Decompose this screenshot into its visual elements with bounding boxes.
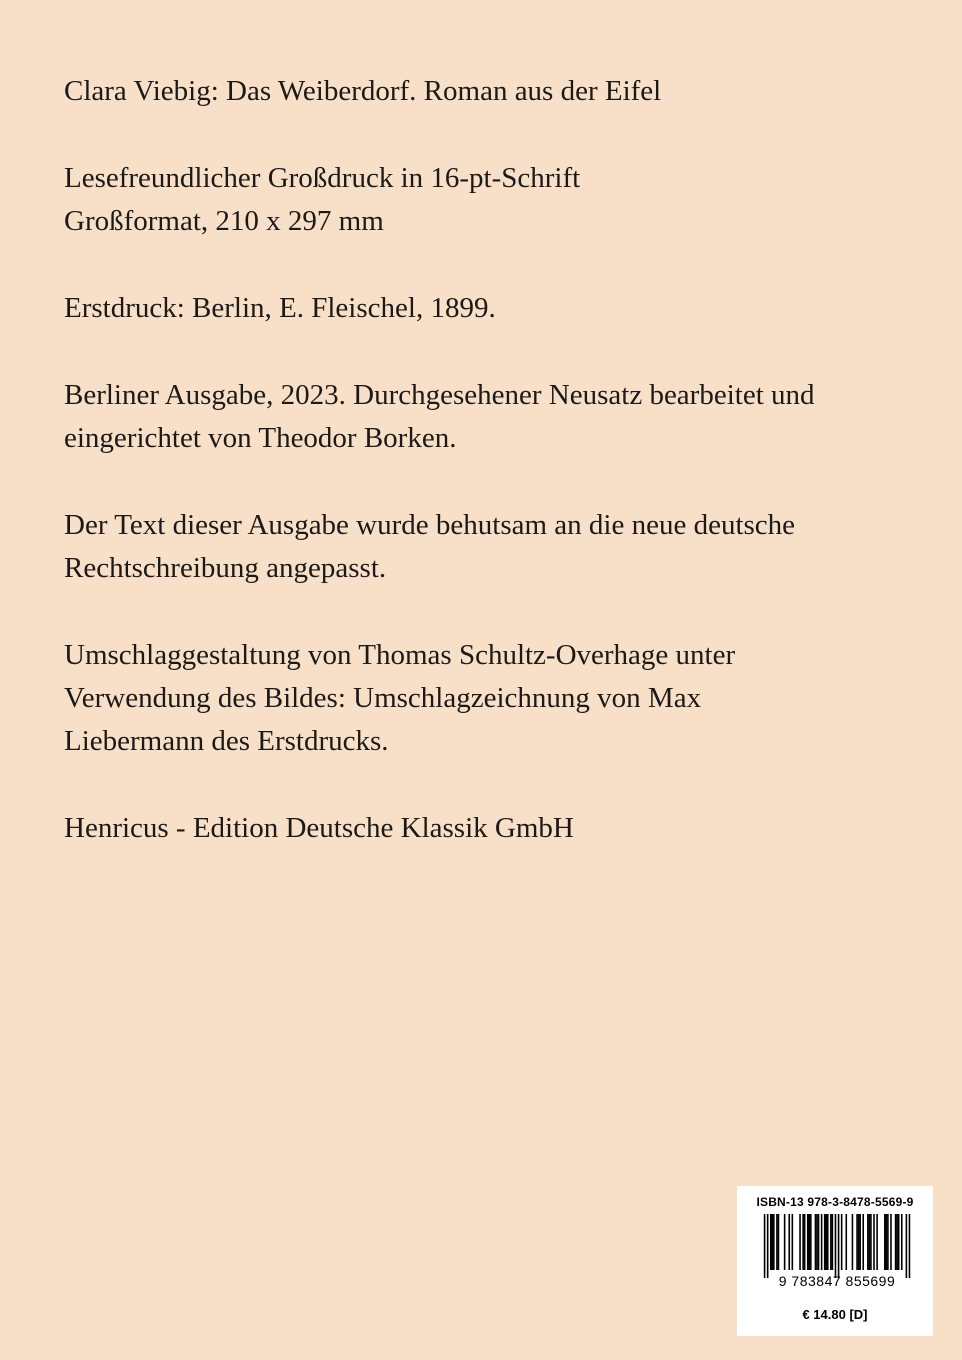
- publisher-text: Henricus - Edition Deutsche Klassik GmbH: [64, 812, 574, 844]
- barcode-bar: [776, 1214, 778, 1270]
- isbn-label: ISBN-13 978-3-8478-5569-9: [756, 1195, 914, 1209]
- barcode-digits: 9 783847 855699: [778, 1273, 896, 1289]
- barcode-bar: [832, 1214, 834, 1270]
- barcode-bar: [896, 1214, 898, 1270]
- barcode-bar: [770, 1214, 772, 1270]
- barcode-guard-bar: [835, 1214, 837, 1278]
- barcode-bar: [859, 1214, 861, 1270]
- barcode-bar: [869, 1214, 871, 1270]
- isbn-barcode-box: [737, 1186, 933, 1336]
- barcode-bar: [858, 1214, 860, 1270]
- format-line: Großformat, 210 x 297 mm: [64, 205, 384, 237]
- edition-line: Berliner Ausgabe, 2023. Durchgesehener Neusatz bearbeitet und: [64, 379, 815, 411]
- barcode-bar: [788, 1214, 790, 1270]
- barcode-bar: [827, 1214, 829, 1270]
- spelling-line: Rechtschreibung angepasst.: [64, 552, 387, 584]
- barcode-bar: [816, 1214, 818, 1270]
- barcode-bar: [886, 1214, 888, 1270]
- barcode-bar: [887, 1214, 889, 1270]
- spelling-note: [64, 504, 924, 590]
- title-line-text: Clara Viebig: Das Weiberdorf. Roman aus der Eifel: [64, 75, 662, 107]
- barcode-bar: [818, 1214, 820, 1270]
- format-info: [64, 157, 924, 243]
- cover-line: Liebermann des Erstdrucks.: [64, 725, 389, 757]
- barcode-guard-bar: [838, 1214, 840, 1278]
- publisher: [64, 807, 924, 850]
- barcode-bar: [884, 1214, 886, 1270]
- barcode-bar: [870, 1214, 872, 1270]
- barcode-guard-bar: [764, 1214, 766, 1278]
- price: € 14.80 [D]: [802, 1307, 868, 1322]
- edition-info: [64, 374, 924, 460]
- barcode-bar: [898, 1214, 900, 1270]
- barcode-bar: [901, 1214, 903, 1270]
- barcode-bar: [810, 1214, 812, 1270]
- barcode-bar: [852, 1214, 854, 1270]
- barcode-guard-bar: [909, 1214, 911, 1278]
- barcode: [753, 1214, 921, 1278]
- barcode-bar: [807, 1214, 809, 1270]
- barcode-bar: [804, 1214, 806, 1270]
- cover-credit: [64, 634, 924, 763]
- cover-line: Verwendung des Bildes: Umschlagzeichnung von Max: [64, 682, 702, 714]
- barcode-bar: [802, 1214, 804, 1270]
- barcode-bar: [792, 1214, 794, 1270]
- barcode-bar: [873, 1214, 875, 1270]
- barcode-bar: [830, 1214, 832, 1270]
- barcode-bar: [773, 1214, 775, 1270]
- barcode-bar: [876, 1214, 878, 1270]
- barcode-bar: [821, 1214, 823, 1270]
- barcode-bar: [771, 1214, 773, 1270]
- barcode-guard-bar: [767, 1214, 769, 1278]
- spelling-line: Der Text dieser Ausgabe wurde behutsam an die neue deutsche: [64, 509, 796, 541]
- colophon-text: [64, 70, 924, 894]
- barcode-bar: [890, 1214, 892, 1270]
- barcode-bar: [799, 1214, 801, 1270]
- barcode-bar: [845, 1214, 847, 1270]
- barcode-bar: [862, 1214, 864, 1270]
- first-print: [64, 287, 924, 330]
- barcode-bar: [808, 1214, 810, 1270]
- barcode-bar: [815, 1214, 817, 1270]
- title-line: [64, 70, 924, 113]
- barcode-bar: [824, 1214, 826, 1270]
- barcode-bar: [867, 1214, 869, 1270]
- edition-line: eingerichtet von Theodor Borken.: [64, 422, 457, 454]
- cover-line: Umschlaggestaltung von Thomas Schultz-Overhage unter: [64, 639, 736, 671]
- barcode-bar: [778, 1214, 780, 1270]
- barcode-bar: [856, 1214, 858, 1270]
- first-print-text: Erstdruck: Berlin, E. Fleischel, 1899.: [64, 292, 496, 324]
- barcode-bar: [895, 1214, 897, 1270]
- barcode-bar: [825, 1214, 827, 1270]
- format-line: Lesefreundlicher Großdruck in 16-pt-Schrift: [64, 162, 581, 194]
- barcode-bar: [841, 1214, 843, 1270]
- barcode-bar: [784, 1214, 786, 1270]
- barcode-guard-bar: [906, 1214, 908, 1278]
